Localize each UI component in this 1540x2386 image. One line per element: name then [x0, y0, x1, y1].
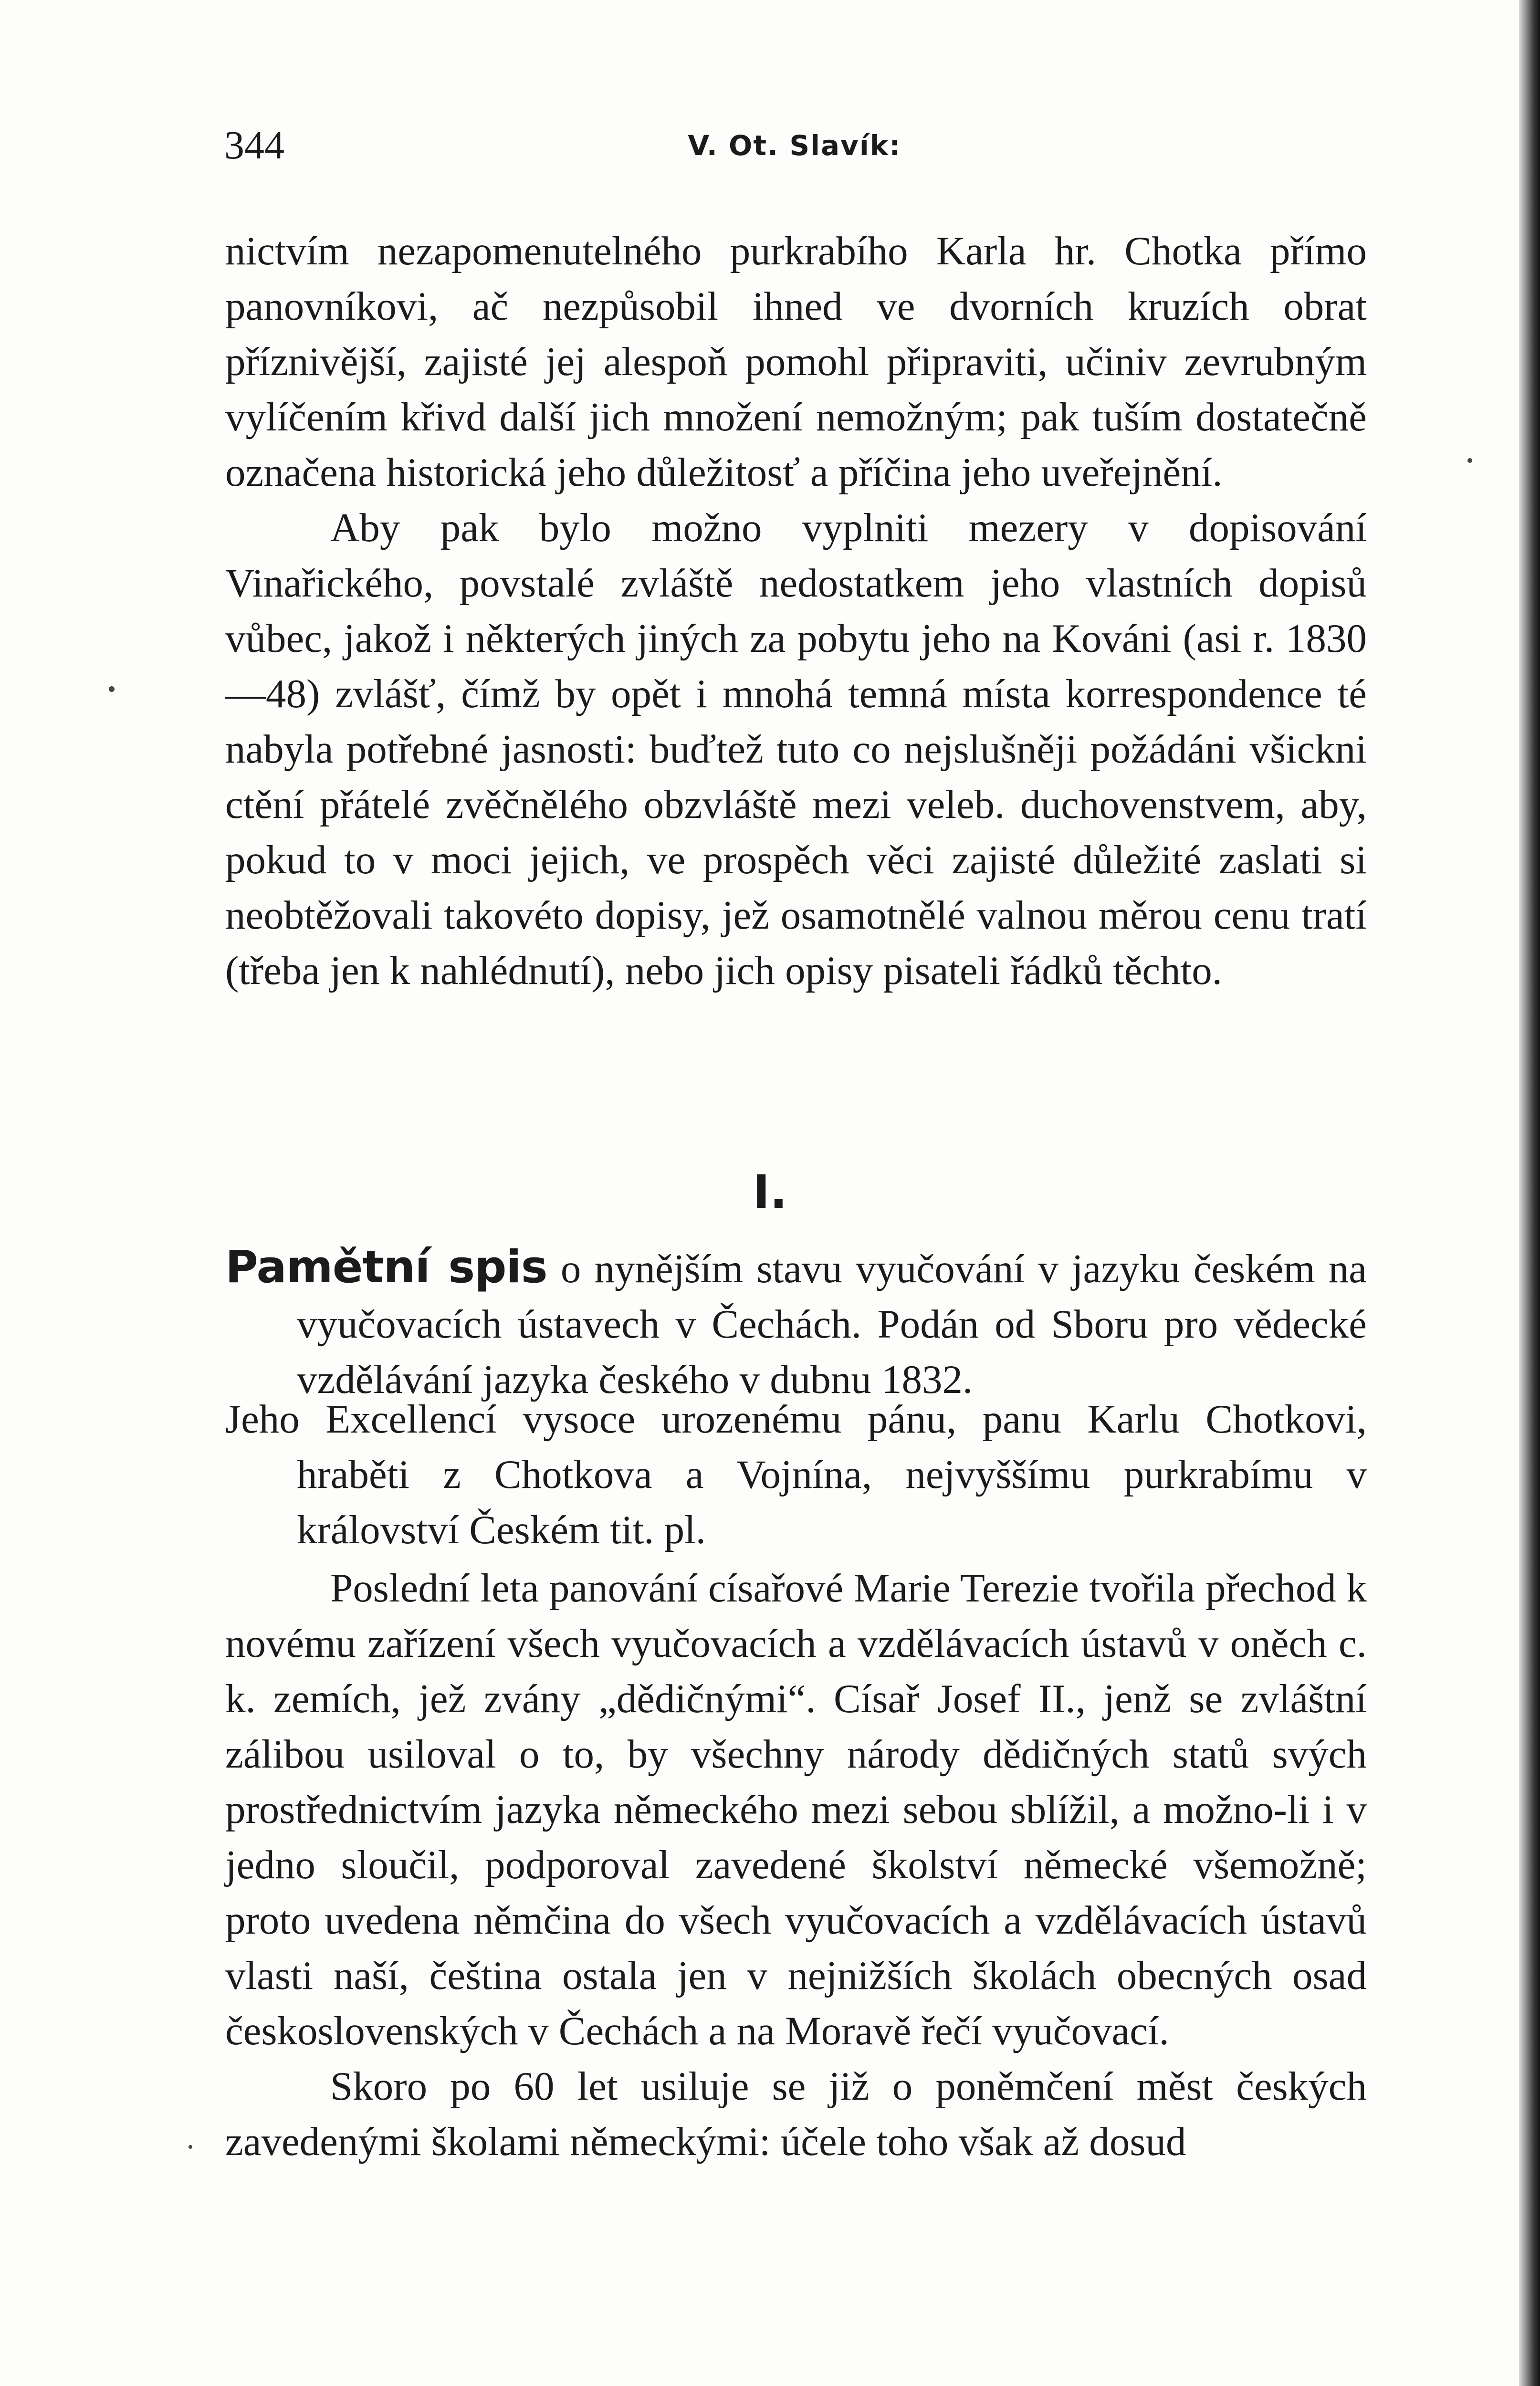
- section-number: I.: [753, 1165, 787, 1219]
- section-title-block: [225, 1240, 1367, 1407]
- address-block: [225, 1392, 1367, 1558]
- section-title: [225, 1240, 1367, 1407]
- page-header: [224, 119, 1365, 172]
- section-title-rest: o nynějším stavu vyučování v jazyku českém na vyučovacích ústavech v Čechách. Podán od Sboru pro vědecké vzdělávání jazyka českého v dubnu 1832.: [297, 1246, 1367, 1402]
- paragraph-continuation: nictvím nezapomenutelného purkrabího Karla hr. Chotka přímo panovníkovi, ač nezpůsobil ihned ve dvorních kruzích obrat příznivější, zajisté jej alespoň pomohl připraviti, učiniv zevrubným vylíčením křivd další jich množení nemožným; pak tuším dostatečně označena historická jeho důležitosť a příčina jeho uveřejnění.: [225, 229, 1367, 495]
- paragraph-history: Poslední leta panování císařové Marie Terezie tvořila přechod k novému zařízení všech vyučovacích a vzdělávacích ústavů v oněch c. k. zemích, jež zvány „dědičnými“. Císař Josef II., jenž se zvláštní zálibou usiloval o to, by všechny národy dědičných statů svých prostřednictvím jazyka německého mezi sebou sblížil, a možno-li i v jedno sloučil, podporoval zavedené školství německé všemožně; proto uvedena němčina do všech vyučovacích a vzdělávacích ústavů vlasti naší, čeština ostala jen v nejnižších školách obecných osad československých v Čechách a na Moravě řečí vyučovací.: [225, 1566, 1367, 2053]
- paragraph-germanization: Skoro po 60 let usiluje se již o poněmčení měst českých zavedenými školami německými: účele toho však až dosud: [225, 2064, 1367, 2164]
- page-number: 344: [224, 123, 284, 167]
- paper-speck: [109, 686, 115, 692]
- main-text-block: [225, 1560, 1367, 2169]
- paragraph-request: Aby pak bylo možno vyplniti mezery v dopisování Vinařického, povstalé zvláště nedostatkem jeho vlastních dopisů vůbec, jakož i některých jiných za pobytu jeho na Kováni (asi r. 1830—48) zvlášť, čímž by opět i mnohá temná místa korrespondence té nabyla potřebné jasnosti: buďtež tuto co nejslušněji požádáni všickni ctění přátelé zvěčnělého obzvláště mezi veleb. duchovenstvem, aby, pokud to v moci jejich, ve prospěch věci zajisté důležité zaslati si neobtěžovali takovéto dopisy, jež osamotnělé valnou měrou cenu tratí (třeba jen k nahlédnutí), nebo jich opisy pisateli řádků těchto.: [225, 505, 1367, 993]
- paper-speck: [1467, 458, 1472, 463]
- intro-text-block: [225, 223, 1367, 998]
- dedication-address: Jeho Excellencí vysoce urozenému pánu, panu Karlu Chotkovi, hraběti z Chotkova a Vojnína, nejvyššímu purkrabímu v království Českém tit. pl.: [225, 1397, 1367, 1552]
- section-title-lead: Pamětní spis: [225, 1241, 547, 1293]
- running-head: V. Ot. Slavík:: [688, 129, 901, 162]
- paper-speck: [189, 2145, 192, 2149]
